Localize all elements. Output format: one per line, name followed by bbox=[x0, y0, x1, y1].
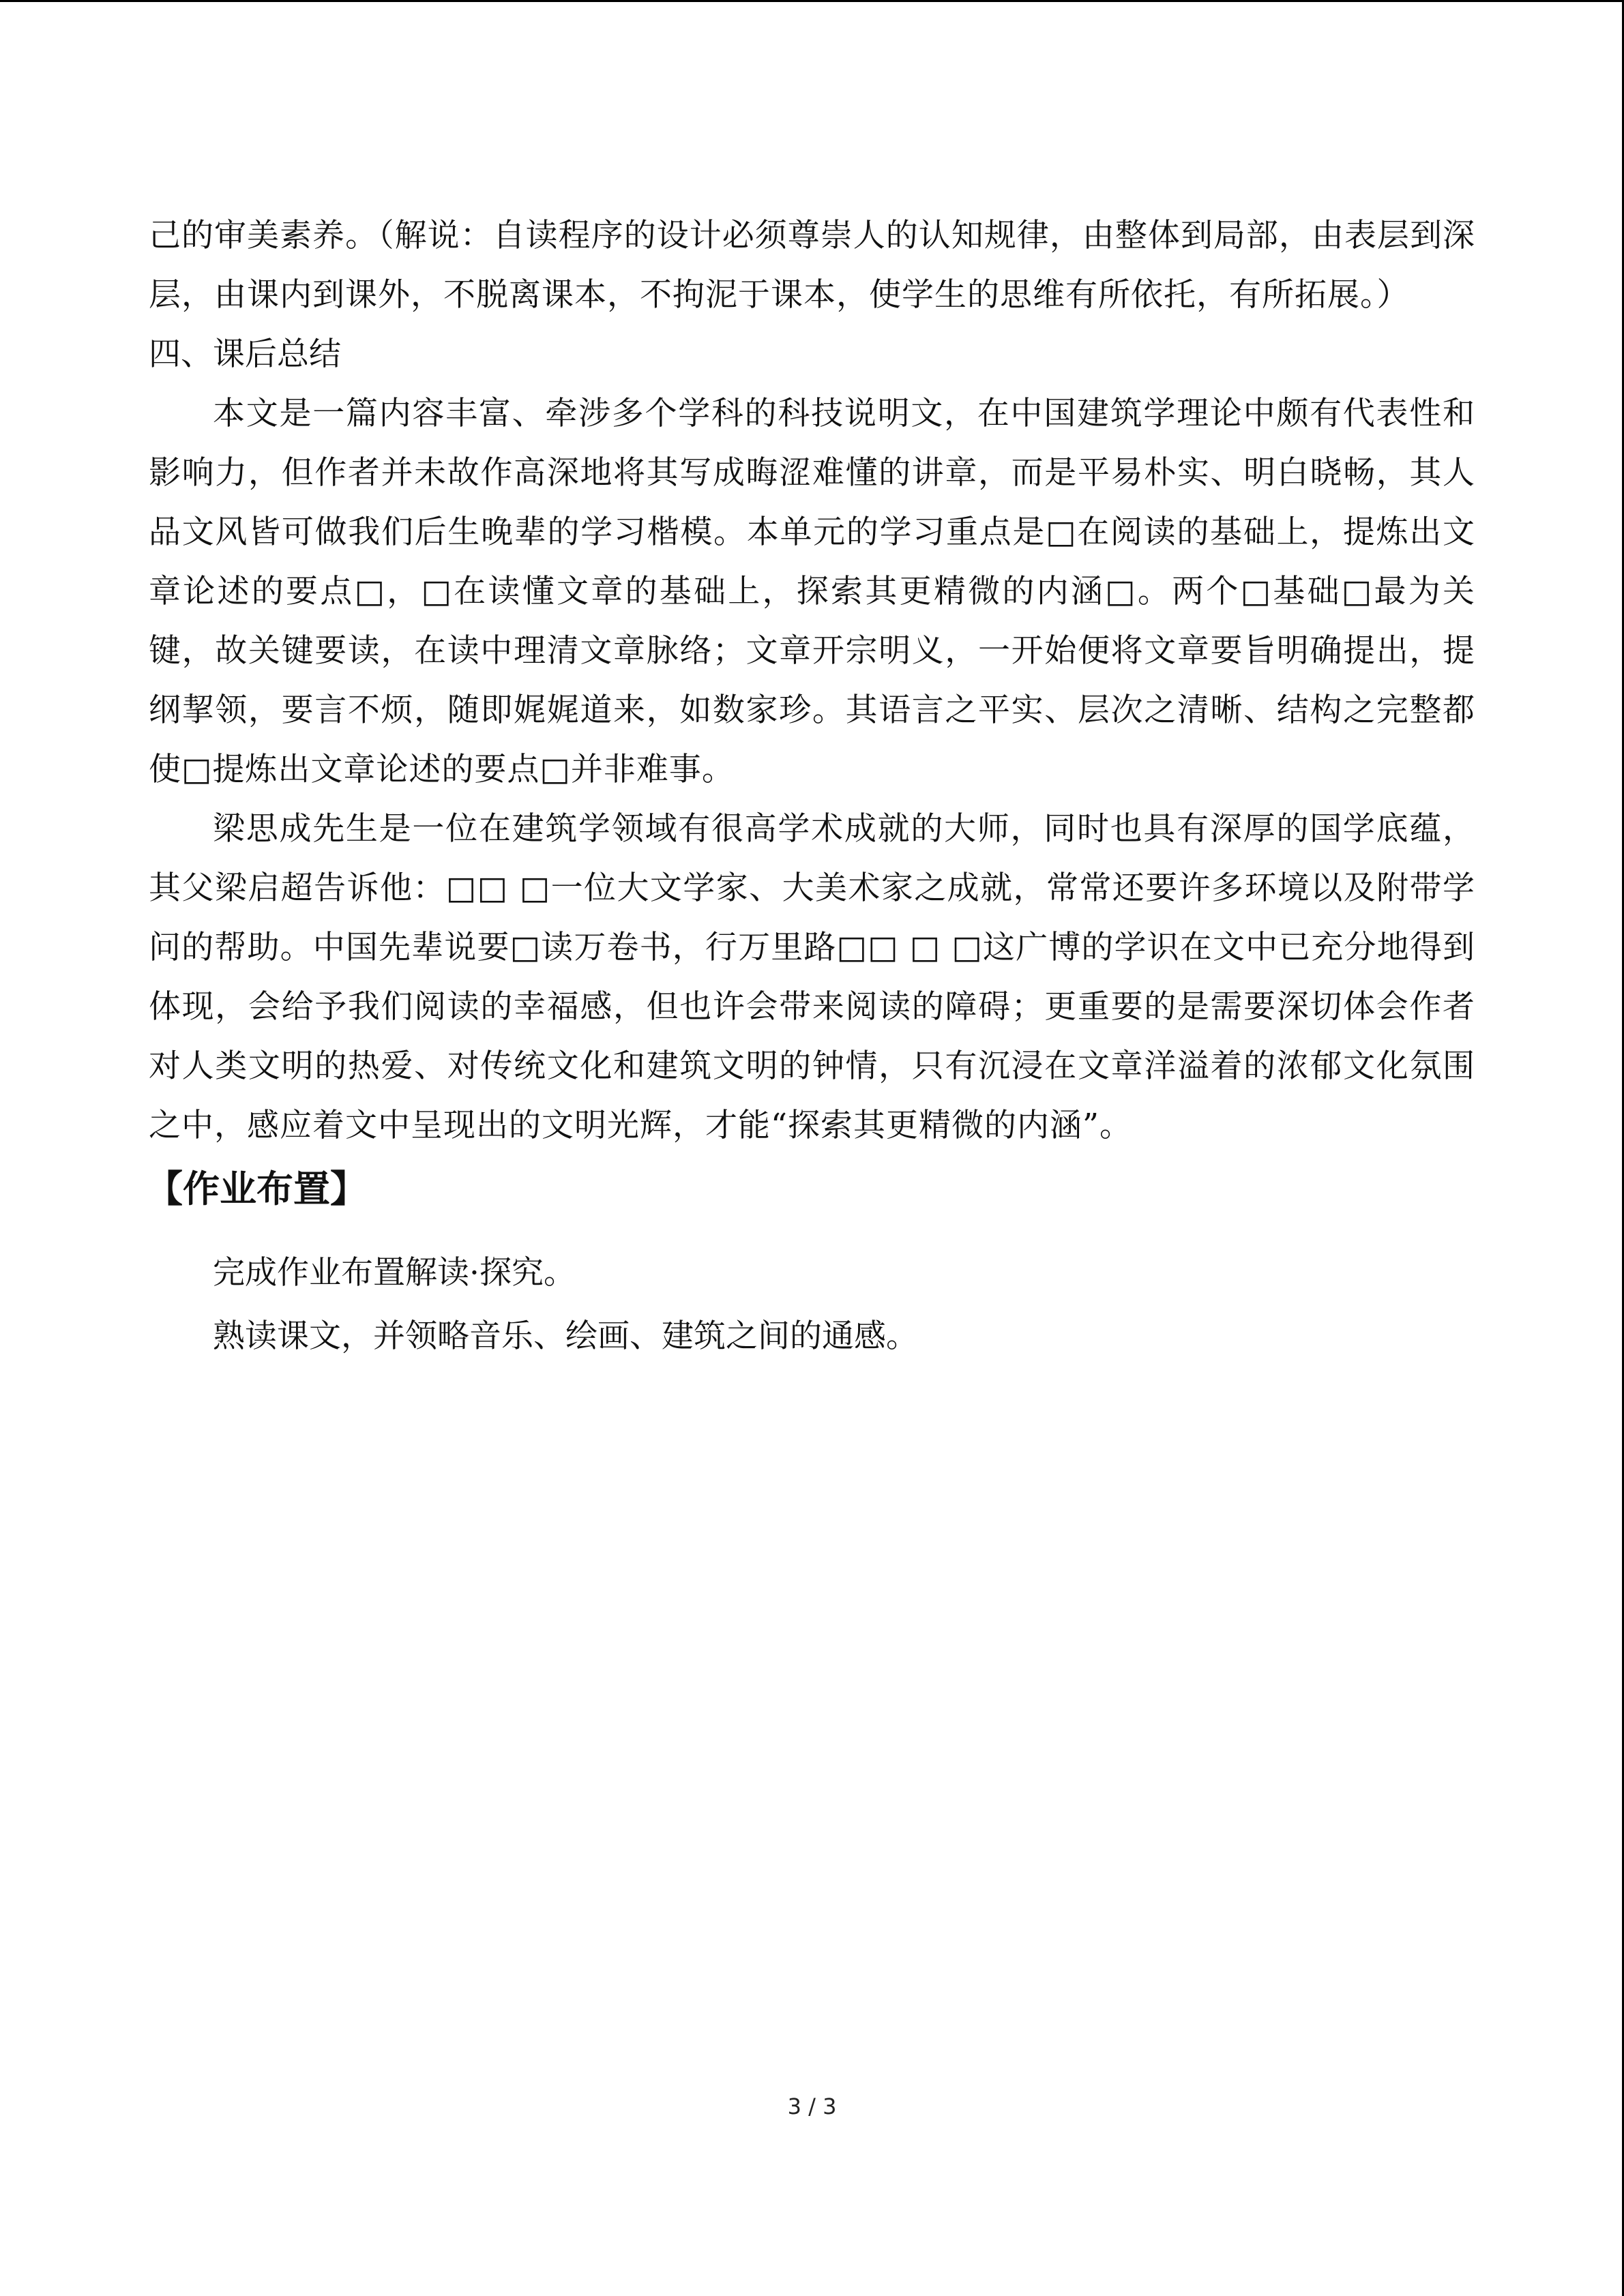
continued-paragraph: 己的审美素养。（解说：自读程序的设计必须尊崇人的认知规律，由整体到局部，由表层到深层，由课内到课外，不脱离课本，不拘泥于课本，使学生的思维有所依托，有所拓展。） bbox=[149, 217, 1475, 314]
assignment-heading: 【作业布置】 bbox=[146, 1167, 367, 1210]
assignment-list bbox=[149, 1241, 1475, 1368]
page-top-border bbox=[0, 0, 1624, 2]
document-body bbox=[146, 206, 1475, 1368]
summary-paragraph-2: 梁思成先生是一位在建筑学领域有很高学术成就的大师，同时也具有深厚的国学底蕴，其父梁启超告诉他：□□ □一位大文学家、大美术家之成就，常常还要许多环境以及附带学问的帮助。中国先辈说要□读万卷书，行万里路□□ □ □这广博的学识在文中已充分地得到体现，会给予我们阅读的幸福感，但也许会带来阅读的障碍；更重要的是需要深切体会作者对人类文明的热爱、对传统文化和建筑文明的钟情，只有沉浸在文章洋溢着的浓郁文化氛围之中，感应着文中呈现出的文明光辉，才能“探索其更精微的内涵”。 bbox=[149, 810, 1475, 1144]
section-heading-summary: 四、课后总结 bbox=[149, 336, 341, 373]
assignment-item-2: 熟读课文，并领略音乐、绘画、建筑之间的通感。 bbox=[213, 1317, 918, 1355]
summary-paragraph-1: 本文是一篇内容丰富、牵涉多个学科的科技说明文，在中国建筑学理论中颇有代表性和影响力，但作者并未故作高深地将其写成晦涩难懂的讲章，而是平易朴实、明白晓畅，其人品文风皆可做我们后生晚辈的学习楷模。本单元的学习重点是□在阅读的基础上，提炼出文章论述的要点□，□在读懂文章的基础上，探索其更精微的内涵□。两个□基础□最为关键，故关键要读，在读中理清文章脉络；文章开宗明义，一开始便将文章要旨明确提出，提纲挈领，要言不烦，随即娓娓道来，如数家珍。其语言之平实、层次之清晰、结构之完整都使□提炼出文章论述的要点□并非难事。 bbox=[149, 395, 1475, 788]
page-number: 3 / 3 bbox=[787, 2093, 837, 2119]
assignment-item-1: 完成作业布置解读·探究。 bbox=[213, 1254, 576, 1292]
